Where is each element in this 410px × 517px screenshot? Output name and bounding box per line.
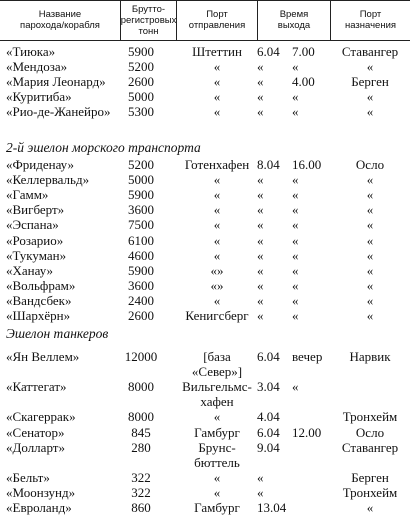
cell-tonnage: 5900 [128,44,154,59]
cell-time-departure: 12.00 [292,424,322,440]
cell-date-departure: « [257,104,264,120]
cell-date-departure: « [257,172,264,188]
cell-time-departure: « [292,277,299,293]
cell-port-destination: Берген [351,469,389,485]
cell-time-departure: « [292,187,299,203]
cell-ship-name: «Рио-де-Жанейро» [6,104,111,120]
cell-ship-name: «Скагеррак» [6,409,76,425]
cell-tonnage: 5300 [128,104,154,120]
cell-date-departure: 3.04 [257,379,280,395]
cell-port-departure: «Север»] [191,364,243,380]
cell-date-departure: « [257,247,264,263]
cell-time-departure: « [292,308,299,323]
cell-port-departure: Готенхафен [184,157,250,172]
cell-ship-name: «Бельт» [6,469,50,485]
cell-tonnage: 845 [131,424,151,440]
cell-port-departure: « [213,469,221,485]
cell-time-departure: вечер [292,349,323,364]
cell-port-destination: « [366,247,374,263]
cell-port-destination: « [366,172,374,188]
header-text: отправления [188,20,246,31]
cell-ship-name: «Розарио» [6,232,64,248]
cell-port-departure: « [213,292,221,308]
cell-port-departure: « [213,247,221,263]
cell-port-departure: « [213,202,221,218]
cell-port-departure: « [213,89,221,105]
cell-date-departure: « [257,484,264,500]
cell-port-destination: « [366,89,374,105]
cell-port-destination: Нарвик [349,349,391,364]
cell-date-departure: 9.04 [257,439,280,455]
cell-port-departure: Вильгельмс- [182,379,252,395]
cell-date-departure: « [257,202,264,218]
cell-date-departure: 8.04 [257,157,280,172]
cell-time-departure: « [292,379,299,395]
cell-port-departure: бюттель [194,454,240,470]
header-text: Порт [206,9,228,20]
cell-tonnage: 5200 [128,59,154,75]
cell-ship-name: «Сенатор» [6,424,65,440]
cell-ship-name: «Каттегат» [6,379,67,395]
cell-time-departure: 7.00 [292,44,315,59]
header-text: Порт [359,9,382,20]
cell-time-departure: « [292,89,299,105]
cell-time-departure: 4.00 [292,74,315,90]
header-port-departure [177,0,257,40]
cell-tonnage: 2600 [128,308,154,323]
cell-port-destination: « [366,500,374,515]
cell-ship-name: «Гамм» [6,187,49,203]
cell-time-departure: « [292,232,299,248]
cell-date-departure: « [257,308,264,323]
cell-ship-name: «Моонзунд» [6,484,76,500]
cell-date-departure: 6.04 [257,424,280,440]
header-text: Название [38,9,82,20]
cell-date-departure: 4.04 [257,409,280,425]
cell-port-departure: Брунс- [198,439,236,455]
cell-port-destination: « [366,59,374,75]
cell-port-destination: Тронхейм [342,409,398,425]
cell-port-destination: « [366,202,374,218]
cell-tonnage: 5900 [128,262,154,278]
cell-port-departure: Гамбург [194,424,240,440]
header-text: Брутто- [131,3,166,15]
cell-tonnage: 4600 [128,247,154,263]
cell-time-departure: « [292,104,299,120]
cell-tonnage: 5900 [128,187,154,203]
cell-port-departure: « [213,232,221,248]
cell-port-destination: « [366,292,374,308]
cell-tonnage: 3600 [128,202,154,218]
cell-port-departure: Гамбург [194,500,240,515]
section-title: 2-й эшелон морского транспорта [6,140,201,155]
cell-tonnage: 6100 [128,232,154,248]
cell-date-departure: « [257,262,264,278]
cell-ship-name: «Келлервальд» [6,172,90,188]
cell-tonnage: 8000 [128,409,154,425]
cell-port-destination: « [366,187,374,203]
section-title: Эшелон танкеров [6,326,109,341]
cell-port-departure: Кенигсберг [185,308,249,323]
cell-tonnage: 5000 [128,172,154,188]
cell-port-destination: « [366,308,374,323]
cell-port-departure: «» [210,277,224,293]
cell-ship-name: «Долларт» [6,439,65,455]
cell-port-departure: « [213,74,221,90]
cell-tonnage: 12000 [124,349,158,364]
cell-tonnage: 7500 [128,217,154,233]
cell-ship-name: «Фриденау» [6,157,75,172]
cell-ship-name: «Вандсбек» [6,292,72,308]
cell-date-departure: 6.04 [257,44,280,59]
cell-date-departure: « [257,187,264,203]
cell-time-departure: 16.00 [292,157,322,172]
cell-port-destination: Осло [355,424,385,440]
cell-date-departure: « [257,89,264,105]
cell-port-destination: Берген [351,74,389,90]
cell-date-departure: « [257,292,264,308]
header-port-destination [331,0,410,40]
cell-port-departure: « [213,104,221,120]
cell-time-departure: « [292,217,299,233]
cell-tonnage: 8000 [128,379,154,395]
cell-date-departure: « [257,74,264,90]
cell-port-destination: Ставангер [341,44,399,59]
cell-port-departure: « [213,217,221,233]
cell-ship-name: «Мария Леонард» [6,74,106,90]
cell-tonnage: 5000 [128,89,154,105]
header-text: Время [279,9,309,20]
header-text: тонн [138,25,159,37]
cell-port-destination: Тронхейм [342,484,398,500]
header-text: парохода/корабля [20,20,100,31]
cell-port-destination: « [366,277,374,293]
cell-ship-name: «Куритиба» [6,89,72,105]
cell-port-destination: Осло [355,157,385,172]
cell-port-departure: « [213,484,221,500]
cell-port-departure: Штеттин [192,44,242,59]
cell-ship-name: «Мендоза» [6,59,68,75]
cell-time-departure: « [292,202,299,218]
cell-time-departure: « [292,247,299,263]
cell-port-departure: [база [203,349,231,364]
cell-ship-name: «Ханау» [6,262,54,278]
cell-ship-name: «Тиюка» [6,44,56,59]
cell-port-destination: « [366,104,374,120]
cell-time-departure: « [292,262,299,278]
cell-tonnage: 280 [131,439,151,455]
cell-tonnage: 2600 [128,74,154,90]
cell-date-departure: « [257,277,264,293]
cell-port-destination: Ставангер [341,439,399,455]
cell-port-destination: « [366,232,374,248]
cell-port-departure: « [213,172,221,188]
cell-date-departure: « [257,217,264,233]
header-ship-name [0,0,120,40]
cell-port-departure: « [213,59,221,75]
cell-port-destination: « [366,217,374,233]
header-departure-time [258,0,330,40]
cell-ship-name: «Тукуман» [6,247,67,263]
cell-tonnage: 322 [131,484,151,500]
cell-tonnage: 322 [131,469,151,485]
cell-ship-name: «Ян Веллем» [6,349,80,364]
cell-tonnage: 3600 [128,277,154,293]
cell-date-departure: « [257,59,264,75]
header-text: назначения [344,20,397,31]
cell-port-departure: хафен [200,394,234,410]
cell-date-departure: « [257,469,264,485]
header-tonnage [121,0,176,40]
cell-ship-name: «Вигберт» [6,202,65,218]
cell-port-departure: « [213,409,221,425]
cell-tonnage: 5200 [128,157,154,172]
cell-date-departure: 6.04 [257,349,280,364]
cell-date-departure: 13.04 [257,500,287,515]
cell-tonnage: 860 [131,500,151,515]
cell-time-departure: « [292,59,299,75]
cell-port-departure: « [213,187,221,203]
header-text: регистровых [120,14,177,26]
cell-ship-name: «Шархёрн» [6,308,71,323]
header-bottom-rule [0,40,410,41]
cell-port-departure: «» [210,262,224,278]
cell-ship-name: «Вольфрам» [6,277,76,293]
cell-time-departure: « [292,292,299,308]
header-text: выхода [277,20,311,31]
cell-time-departure: « [292,172,299,188]
cell-ship-name: «Евроланд» [6,500,72,515]
cell-tonnage: 2400 [128,292,154,308]
cell-ship-name: «Эспана» [6,217,59,233]
cell-date-departure: « [257,232,264,248]
cell-port-destination: « [366,262,374,278]
